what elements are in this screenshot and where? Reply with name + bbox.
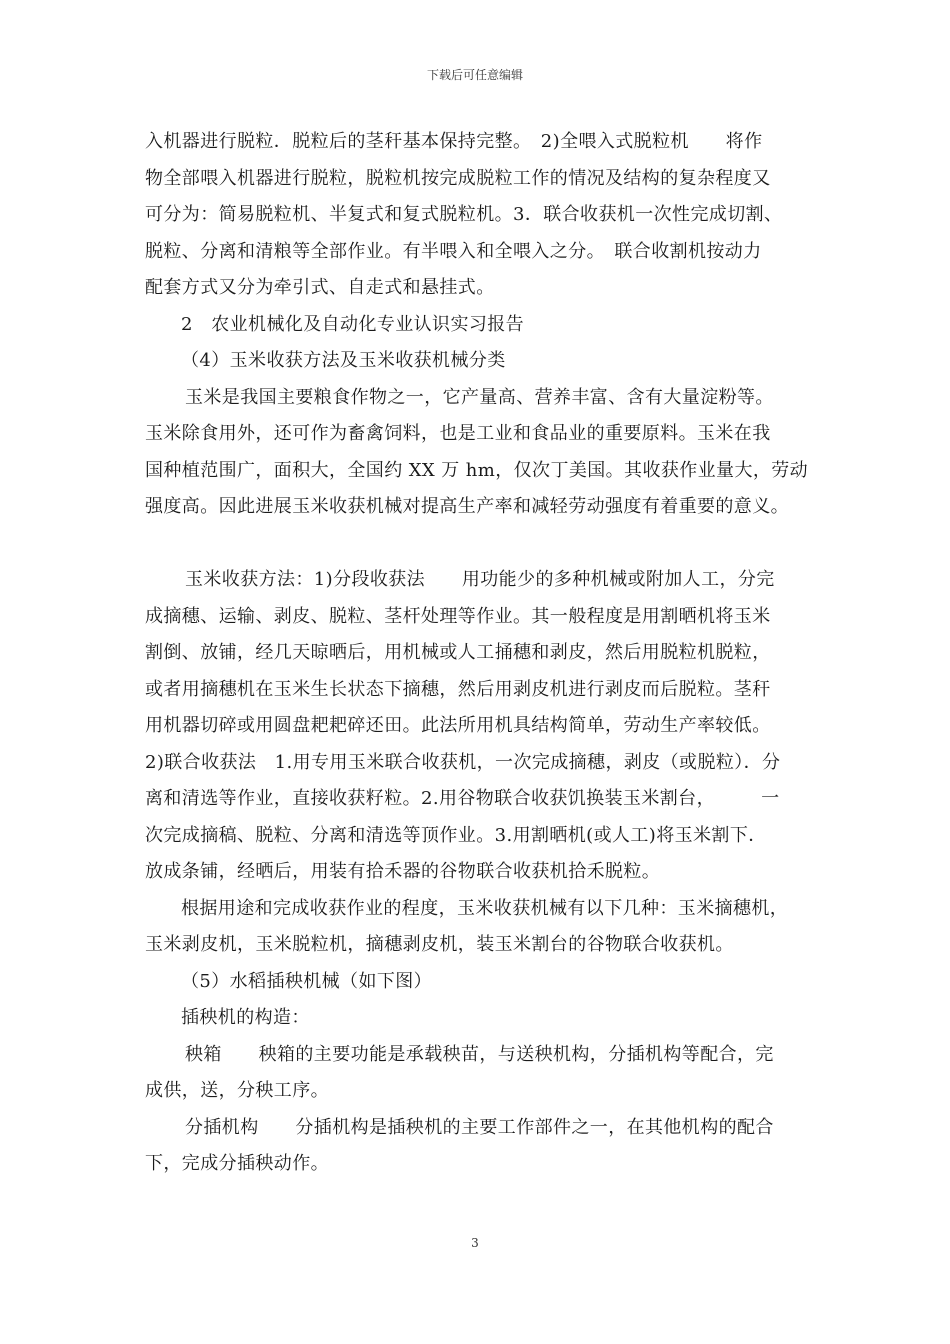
text-line: 国种植范围广，面积大，全国约 XX 万 hm，仅次丁美国。其收获作业量大，劳动: [145, 459, 809, 481]
text-line: 秧箱 秧箱的主要功能是承载秧苗，与送秧机构，分插机构等配合，完: [185, 1043, 774, 1065]
section-heading: 2 农业机械化及自动化专业认识实习报告: [181, 313, 525, 335]
text-line: 2)联合收获法 1.用专用玉米联合收获机，一次完成摘穗，剥皮（或脱粒）．分: [145, 751, 781, 773]
paragraph-gap: [145, 526, 813, 563]
text-line: 分插机构 分插机构是插秧机的主要工作部件之一，在其他机构的配合: [185, 1116, 774, 1138]
subsection-heading: （4）玉米收获方法及玉米收获机械分类: [181, 350, 506, 371]
document-body: [145, 124, 813, 1183]
text-line: 脱粒、分离和清粮等全部作业。有半喂入和全喂入之分。 联合收割机按动力: [145, 240, 762, 262]
text-line: 下，完成分插秧动作。: [145, 1153, 329, 1174]
text-line: 可分为：简易脱粒机、半复式和复式脱粒机。3．联合收获机一次性完成切割、: [145, 204, 783, 225]
text-line: 配套方式又分为牵引式、自走式和悬挂式。: [145, 277, 495, 298]
text-line: 次完成摘稿、脱粒、分离和清选等顶作业。3.用割晒机(或人工)将玉米割下．: [145, 824, 767, 846]
text-line: 玉米剥皮机，玉米脱粒机，摘穗剥皮机，装玉米割台的谷物联合收获机。: [145, 934, 734, 955]
text-line: 根据用途和完成收获作业的程度，玉米收获机械有以下几种：玉米摘穗机，: [181, 897, 789, 919]
subsection-heading: （5）水稻插秧机械（如下图）: [181, 970, 433, 992]
text-line: 强度高。因此进展玉米收获机械对提高生产率和减轻劳动强度有着重要的意义。: [145, 496, 789, 517]
text-line: 入机器进行脱粒．脱粒后的茎秆基本保持完整。 2)全喂入式脱粒机 将作: [145, 131, 763, 152]
text-line: 物全部喂入机器进行脱粒，脱粒机按完成脱粒工作的情况及结构的复杂程度又: [145, 167, 771, 189]
text-line: 放成条铺，经晒后，用装有拾禾器的谷物联合收获机拾禾脱粒。: [145, 861, 661, 882]
text-line: 成摘穗、运输、剥皮、脱粒、茎杆处理等作业。其一般程度是用割晒机将玉米: [145, 605, 771, 627]
text-line: 离和清选等作业，直接收获籽粒。2.用谷物联合收获饥换装玉米割台， 一: [145, 788, 780, 809]
text-line: 插秧机的构造：: [181, 1007, 310, 1028]
text-line: 用机器切碎或用圆盘耙耙碎还田。此法所用机具结构简单，劳动生产率较低。: [145, 715, 771, 736]
text-line: 玉米收获方法：1)分段收获法 用功能少的多种机械或附加人工，分完: [185, 569, 775, 590]
text-line: 玉米是我国主要粮食作物之一，它产量高、营养丰富、含有大量淀粉等。: [185, 386, 774, 408]
page-number: 3: [471, 1236, 479, 1250]
text-line: 成供，送，分秧工序。: [145, 1080, 329, 1101]
text-line: 割倒、放铺，经几天晾晒后，用机械或人工捅穗和剥皮，然后用脱粒机脱粒，: [145, 642, 771, 663]
page-header: 下载后可任意编辑: [426, 68, 523, 82]
text-line: 玉米除食用外，还可作为畜禽饲料，也是工业和食品业的重要原料。玉米在我: [145, 423, 771, 444]
text-line: 或者用摘穗机在玉米生长状态下摘穗，然后用剥皮机进行剥皮而后脱粒。茎秆: [145, 678, 771, 700]
